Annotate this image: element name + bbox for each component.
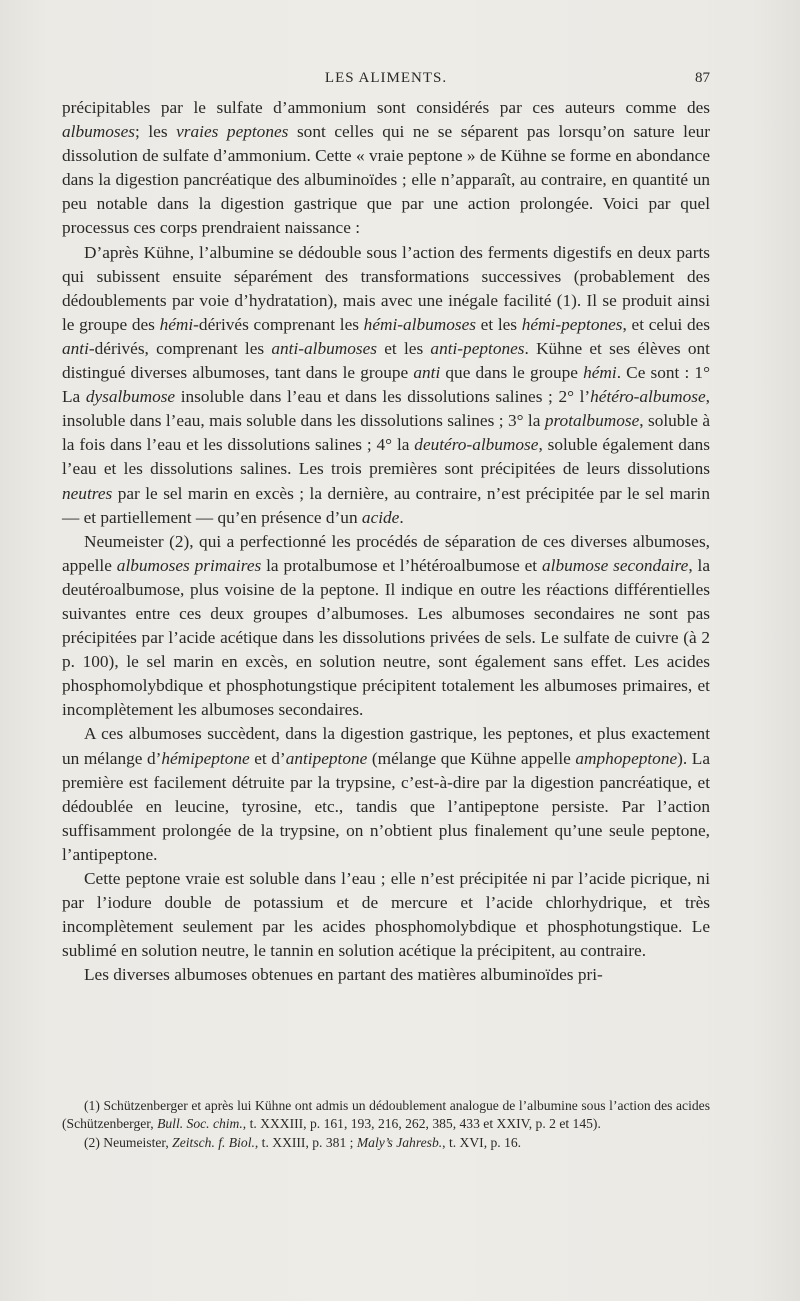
text-run: par le sel marin en excès ; la dernière, au contraire, n’est précipitée par le sel marin — et partiellement — qu’en présence d’un [62, 483, 710, 527]
footnotes [62, 1097, 710, 1152]
footnote [62, 1097, 710, 1134]
footnote [62, 1134, 710, 1152]
italic-text: Zeitsch. f. Biol. [172, 1134, 255, 1150]
italic-text: hémi [583, 363, 617, 383]
italic-text: anti-albumoses [271, 338, 377, 358]
running-title: LES ALIMENTS. [324, 70, 448, 86]
text-run: , insoluble dans l’eau, mais soluble dans les dissolutions salines ; 3° la [62, 387, 710, 431]
paragraph [62, 241, 710, 530]
text-run: . [399, 507, 404, 527]
italic-text: anti-peptones [430, 338, 525, 358]
text-run: sont celles qui ne se séparent pas lorsqu’on sature leur dissolution de sulfate d’ammonium. Cette « vraie peptone » de Kühne se forme en abondance dans la digestion pancréatique des albuminoïdes ; elle n’apparaît, au contraire, en quantité un peu notable dans la digestion gastrique que par une action prolongée. Voici par quel processus ces corps prendraient naissance : [62, 122, 711, 238]
paragraph [62, 963, 710, 987]
text-run: et les [475, 314, 522, 334]
italic-text: antipeptone [285, 748, 368, 768]
text-run: et les [377, 338, 431, 358]
text-run: , t. XXIII, p. 381 ; [254, 1134, 357, 1150]
italic-text: deutéro-albumose [414, 435, 539, 455]
italic-text: acide [361, 507, 400, 527]
text-run: , et celui des [622, 314, 710, 334]
text-run: (2) Neumeister, [84, 1134, 173, 1150]
italic-text: amphopeptone [575, 748, 678, 768]
paragraph [62, 530, 710, 723]
text-run: insoluble dans l’eau et dans les dissolutions salines ; 2° l’ [175, 387, 591, 407]
italic-text: hétéro-albumose [590, 387, 706, 407]
italic-text: hémi [159, 314, 194, 334]
text-run: -dérivés comprenant les [193, 314, 364, 334]
page-number: 87 [695, 70, 710, 86]
text-run: -dérivés, comprenant les [88, 338, 272, 358]
italic-text: vraies peptones [176, 122, 289, 142]
text-run: que dans le groupe [440, 363, 584, 383]
italic-text: neutres [62, 483, 113, 503]
text-run: ). La première est facilement détruite par la trypsine, c’est-à-dire par la digestion pancréatique, et dédoublée en leucine, tyrosine, etc., tandis que l’antipeptone persiste. Par l’action suffisamment prolongée de la trypsine, on n’obtient plus finalement qu’une seule peptone, l’antipeptone. [62, 748, 711, 864]
page-header [62, 66, 710, 92]
italic-text: anti [413, 363, 441, 383]
paragraph [62, 96, 710, 241]
text-run: . Ce sont : 1° La [62, 363, 710, 407]
text-run: Neumeister (2), qui a perfectionné les procédés de séparation de ces diverses albumoses, appelle [62, 531, 710, 575]
text-run: , la deutéroalbumose, plus voisine de la peptone. Il indique en outre les réactions différentielles suivantes entre ces deux groupes d’albumoses. Les albumoses secondaires ne sont pas précipitées par l’acide acétique dans les dissolutions privées de sels. Le sulfate de cuivre (à 2 p. 100), le sel marin en excès, en solution neutre, sont également sans effet. Les acides phosphomolybdique et phosphotungstique précipitent totalement les albumoses primaires, et incomplètement les albumoses secondaires. [62, 555, 710, 720]
italic-text: albumose secondaire [542, 555, 689, 575]
text-run: (mélange que Kühne appelle [367, 748, 576, 768]
text-run: , t. XXXIII, p. 161, 193, 216, 262, 385, 433 et XXIV, p. 2 et 145). [242, 1116, 601, 1132]
italic-text: Bull. Soc. chim. [157, 1116, 243, 1132]
text-run: , soluble à la fois dans l’eau et les dissolutions salines ; 4° la [62, 411, 710, 455]
text-run: et d’ [249, 748, 286, 768]
text-run: Les diverses albumoses obtenues en partant des matières albuminoïdes pri- [84, 965, 603, 985]
italic-text: protalbumose [544, 411, 640, 431]
italic-text: hémipeptone [161, 748, 250, 768]
italic-text: Maly’s Jahresb. [356, 1134, 443, 1150]
italic-text: hémi-albumoses [363, 314, 476, 334]
text-run: , soluble également dans l’eau et les dissolutions salines. Les trois premières sont précipitées de leurs dissolutions [62, 435, 710, 479]
text-run: . Kühne et ses élèves ont distingué diverses albumoses, tant dans le groupe [62, 338, 710, 383]
text-run: précipitables par le sulfate d’ammonium sont considérés par ces auteurs comme des [62, 98, 710, 117]
italic-text: dysalbumose [85, 387, 176, 407]
text-run: A ces albumoses succèdent, dans la digestion gastrique, les peptones, et plus exactement un mélange d’ [62, 724, 710, 768]
paragraph [62, 722, 710, 867]
italic-text: albumoses [62, 122, 135, 142]
text-run: (1) Schützenberger et après lui Kühne ont admis un dédoublement analogue de l’albumine sous l’action des acides (Schützenberger, [62, 1098, 710, 1132]
text-run: D’après Kühne, l’albumine se dédouble sous l’action des ferments digestifs en deux parts qui subissent ensuite séparément des transformations successives (probablement des dédoublements par voie d’hydratation), mais avec une inégale facilité (1). Il se produit ainsi le groupe des [62, 242, 710, 334]
text-run: Cette peptone vraie est soluble dans l’eau ; elle n’est précipitée ni par l’acide picrique, ni par l’iodure double de potassium et de mercure et l’acide chlorhydrique, et très incomplètement seulement par les acides phosphomolybdique et phosphotungstique. Le sublimé en solution neutre, le tannin en solution acétique la précipitent, au contraire. [62, 869, 710, 961]
paragraph [62, 867, 710, 963]
italic-text: hémi-peptones [521, 314, 623, 334]
text-run: , t. XVI, p. 16. [442, 1134, 522, 1150]
body-text [62, 96, 710, 987]
text-run: ; les [134, 122, 177, 142]
italic-text: albumoses primaires [116, 555, 262, 575]
italic-text: anti [62, 338, 89, 358]
text-run: la protalbumose et l’hétéroalbumose et [261, 555, 542, 575]
